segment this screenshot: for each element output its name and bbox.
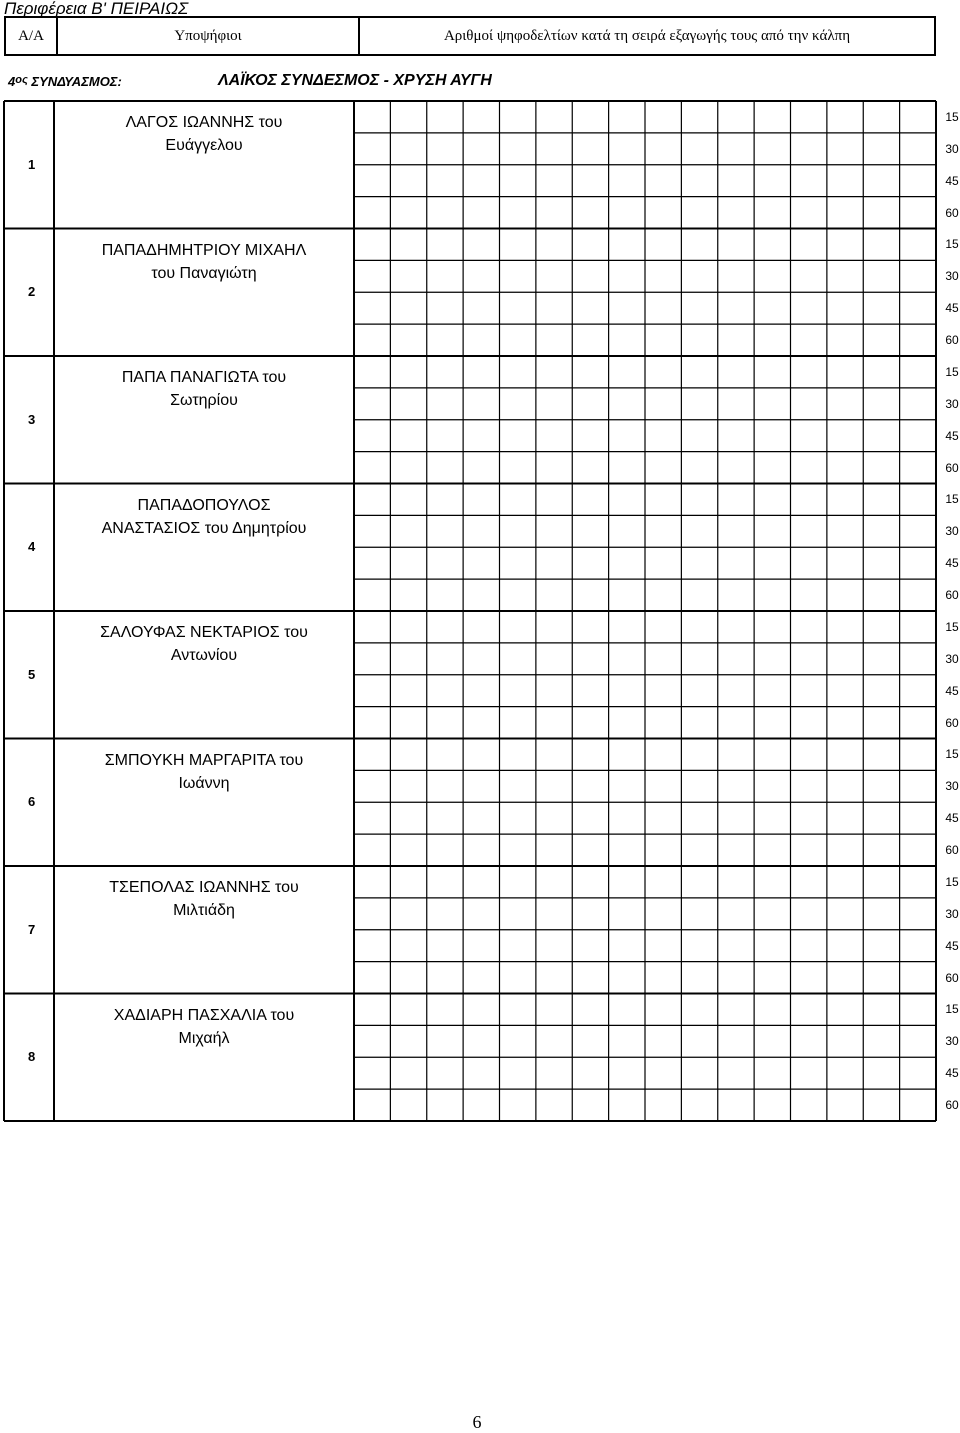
tally-mark: 30 — [945, 269, 959, 284]
coalition-number: 4 — [8, 74, 16, 89]
tally-mark: 30 — [945, 906, 959, 921]
candidate-number: 3 — [28, 411, 36, 427]
tally-mark: 30 — [945, 779, 959, 794]
header-ballots: Αριθμοί ψηφοδελτίων κατά τη σειρά εξαγωγής τους από την κάλπη — [358, 18, 934, 54]
candidate-name-line1: ΧΑΔΙΑΡΗ ΠΑΣΧΑΛΙΑ του — [113, 1006, 295, 1024]
tally-mark: 60 — [945, 1098, 959, 1113]
tally-mark: 60 — [945, 333, 959, 348]
candidate-name — [54, 1004, 354, 1050]
tally-mark: 60 — [945, 205, 959, 220]
tally-mark: 45 — [945, 428, 959, 443]
candidate-name-line2: Αντωνίου — [170, 647, 238, 664]
candidate-name-line2: Μιλτιάδη — [173, 902, 235, 919]
tally-mark: 15 — [945, 619, 959, 634]
tally-mark: 15 — [945, 1002, 959, 1017]
candidate-name-line1: ΛΑΓΟΣ ΙΩΑΝΝΗΣ του — [125, 114, 283, 131]
tally-mark: 45 — [945, 173, 959, 188]
candidate-name-line1: ΣΜΠΟΥΚΗ ΜΑΡΓΑΡΙΤΑ του — [104, 751, 304, 769]
tally-mark: 15 — [945, 237, 959, 252]
candidate-name-line2: Ιωάννη — [178, 774, 230, 792]
tally-mark: 60 — [945, 460, 959, 475]
tally-mark: 15 — [945, 492, 959, 507]
candidate-name-line2: Ευάγγελου — [165, 137, 243, 154]
region-title: Περιφέρεια Β' ΠΕΙΡΑΙΩΣ — [4, 0, 189, 18]
candidate-name — [54, 621, 354, 667]
tally-mark: 45 — [945, 683, 959, 698]
tally-mark: 60 — [945, 588, 959, 603]
candidate-number: 8 — [28, 1049, 36, 1065]
candidate-number: 1 — [28, 156, 36, 172]
tally-mark: 45 — [945, 938, 959, 953]
coalition-label-text: ΣΥΝΔΥΑΣΜΟΣ: — [27, 74, 122, 89]
candidate-name-line2: Μιχαήλ — [178, 1029, 230, 1047]
candidate-number: 5 — [28, 666, 36, 682]
tally-mark: 45 — [945, 1066, 959, 1081]
header-candidates: Υποψήφιοι — [56, 18, 358, 54]
candidate-name-line1: ΠΑΠΑ ΠΑΝΑΓΙΩΤΑ του — [121, 369, 287, 386]
tally-mark: 45 — [945, 301, 959, 316]
tally-mark: 60 — [945, 715, 959, 730]
candidate-name-line2: του Παναγιώτη — [151, 264, 257, 282]
candidate-name — [54, 494, 354, 540]
candidate-number: 2 — [28, 284, 36, 300]
candidate-name-line1: ΠΑΠΑΔΗΜΗΤΡΙΟΥ ΜΙΧΑΗΛ — [101, 241, 307, 259]
tally-mark: 60 — [945, 843, 959, 858]
tally-mark: 30 — [945, 524, 959, 539]
candidate-name — [54, 749, 354, 795]
candidate-name-line1: ΤΣΕΠΟΛΑΣ ΙΩΑΝΝΗΣ του — [109, 879, 299, 896]
candidate-number: 6 — [28, 794, 36, 810]
tally-mark: 15 — [945, 747, 959, 762]
candidate-name-line2: ΑΝΑΣΤΑΣΙΟΣ του Δημητρίου — [101, 519, 307, 537]
tally-mark: 45 — [945, 811, 959, 826]
tally-mark: 30 — [945, 1034, 959, 1049]
coalition-name: ΛΑΪΚΟΣ ΣΥΝΔΕΣΜΟΣ - ΧΡΥΣΗ ΑΥΓΗ — [218, 72, 492, 89]
page-number: 6 — [472, 1412, 482, 1432]
tally-mark: 30 — [945, 396, 959, 411]
candidate-name — [54, 366, 354, 412]
candidate-name-line1: ΣΑΛΟΥΦΑΣ ΝΕΚΤΑΡΙΟΣ του — [100, 624, 308, 641]
candidate-number: 7 — [28, 921, 36, 937]
candidate-name — [54, 876, 354, 922]
candidate-name-line2: Σωτηρίου — [170, 392, 238, 409]
tally-mark: 15 — [945, 109, 959, 124]
tally-mark: 60 — [945, 970, 959, 985]
tally-mark: 30 — [945, 141, 959, 156]
candidate-name-line1: ΠΑΠΑΔΟΠΟΥΛΟΣ — [137, 496, 271, 514]
tally-mark: 45 — [945, 556, 959, 571]
tally-mark: 30 — [945, 651, 959, 666]
candidate-name — [54, 111, 354, 157]
tally-mark: 15 — [945, 364, 959, 379]
candidate-number: 4 — [28, 539, 36, 555]
candidate-name — [54, 239, 354, 285]
header-aa: Α/Α — [18, 27, 44, 44]
coalition-ordinal: ος — [15, 74, 28, 86]
tally-mark: 15 — [945, 874, 959, 889]
